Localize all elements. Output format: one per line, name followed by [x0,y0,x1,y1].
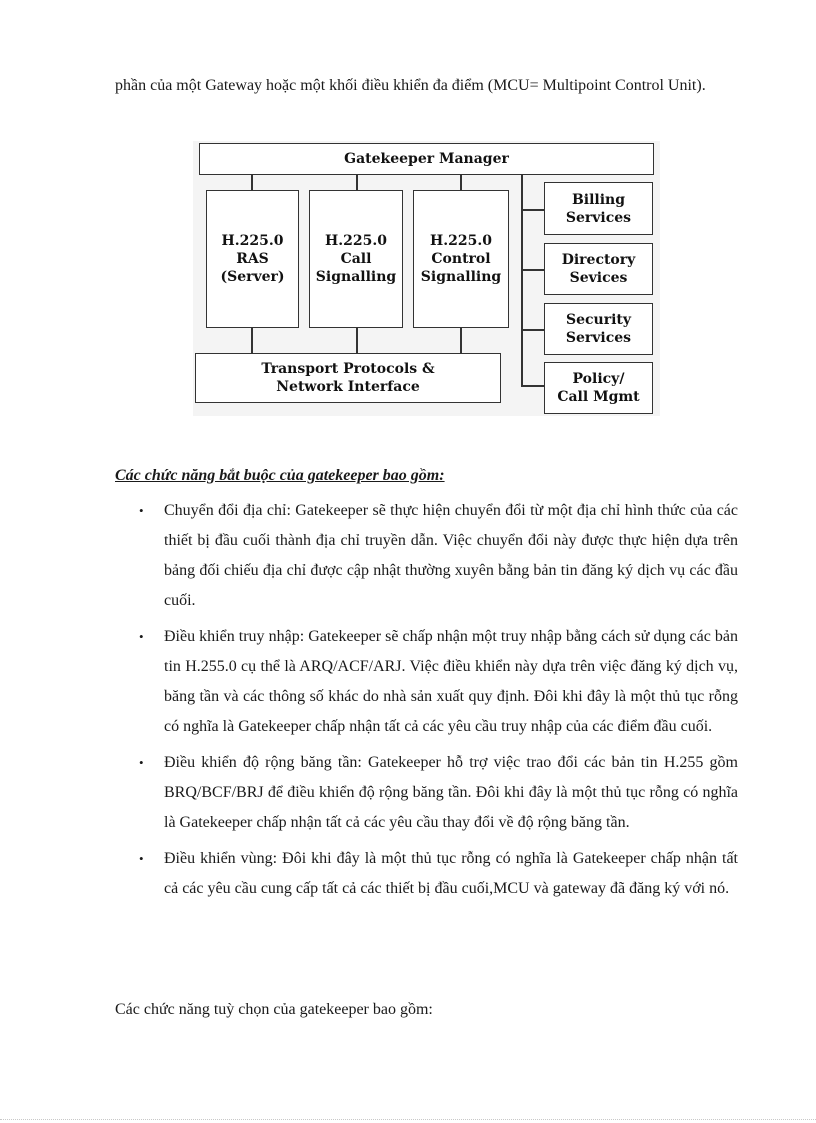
h225-control-signalling-box: H.225.0 Control Signalling [413,190,509,328]
list-item [115,844,738,904]
intro-paragraph: phần của một Gateway hoặc một khối điều khiển đa điểm (MCU= Multipoint Control Unit). [115,77,706,94]
connector-line [356,175,358,190]
connector-line [356,328,358,353]
connector-line [460,175,462,190]
bullet-icon: • [139,629,144,644]
billing-services-box: Billing Services [544,182,653,235]
h225-ras-box: H.225.0 RAS (Server) [206,190,299,328]
list-item-text: Điều khiển truy nhập: Gatekeeper sẽ chấp nhận một truy nhập bằng cách sử dụng các bản tin H.255.0 cụ thể là ARQ/ACF/ARJ. Việc điều khiển này dựa trên việc đăng ký dịch vụ, băng tần và các thông số khác do nhà sản xuất quy định. Đôi khi đây là một thủ tục rỗng có nghĩa là Gatekeeper chấp nhận tất cả các yêu cầu truy nhập của các điểm đầu cuối. [164,628,738,735]
bullet-icon: • [139,851,144,866]
h225-call-signalling-box: H.225.0 Call Signalling [309,190,403,328]
connector-line [521,385,544,387]
connector-line [521,209,544,211]
connector-line [251,328,253,353]
list-item-text: Chuyển đổi địa chỉ: Gatekeeper sẽ thực hiện chuyển đổi từ một địa chỉ hình thức của các thiết bị đầu cuối thành địa chỉ truyền dẫn. Việc chuyển đổi này được thực hiện dựa trên bảng đối chiếu địa chỉ được cập nhật thường xuyên bằng bản tin đăng ký dịch vụ các đầu cuối. [164,502,738,609]
gatekeeper-manager-box: Gatekeeper Manager [199,143,654,175]
security-services-box: Security Services [544,303,653,355]
services-bus-line [521,175,523,385]
mandatory-functions-heading: Các chức năng bắt buộc của gatekeeper bao gồm: [115,467,445,484]
gatekeeper-architecture-diagram [193,141,660,416]
connector-line [251,175,253,190]
connector-line [460,328,462,353]
mandatory-functions-list [115,496,738,910]
bullet-icon: • [139,755,144,770]
transport-protocols-box: Transport Protocols & Network Interface [195,353,501,403]
list-item [115,622,738,742]
list-item [115,496,738,616]
page-bottom-rule [0,1119,816,1120]
connector-line [521,329,544,331]
optional-functions-text: Các chức năng tuỳ chọn của gatekeeper bao gồm: [115,1001,433,1018]
bullet-icon: • [139,503,144,518]
policy-call-mgmt-box: Policy/ Call Mgmt [544,362,653,414]
connector-line [521,269,544,271]
directory-services-box: Directory Sevices [544,243,653,295]
list-item [115,748,738,838]
list-item-text: Điều khiển độ rộng băng tần: Gatekeeper hỗ trợ việc trao đổi các bản tin H.255 gồm BRQ/BCF/BRJ để điều khiển độ rộng băng tần. Đôi khi đây là một thủ tục rỗng có nghĩa là Gatekeeper chấp nhận tất cả các yêu cầu thay đổi về độ rộng băng tần. [164,754,738,831]
list-item-text: Điều khiển vùng: Đôi khi đây là một thủ tục rỗng có nghĩa là Gatekeeper chấp nhận tất cả các yêu cầu cung cấp tất cả các thiết bị đầu cuối,MCU và gateway đã đăng ký với nó. [164,850,738,897]
